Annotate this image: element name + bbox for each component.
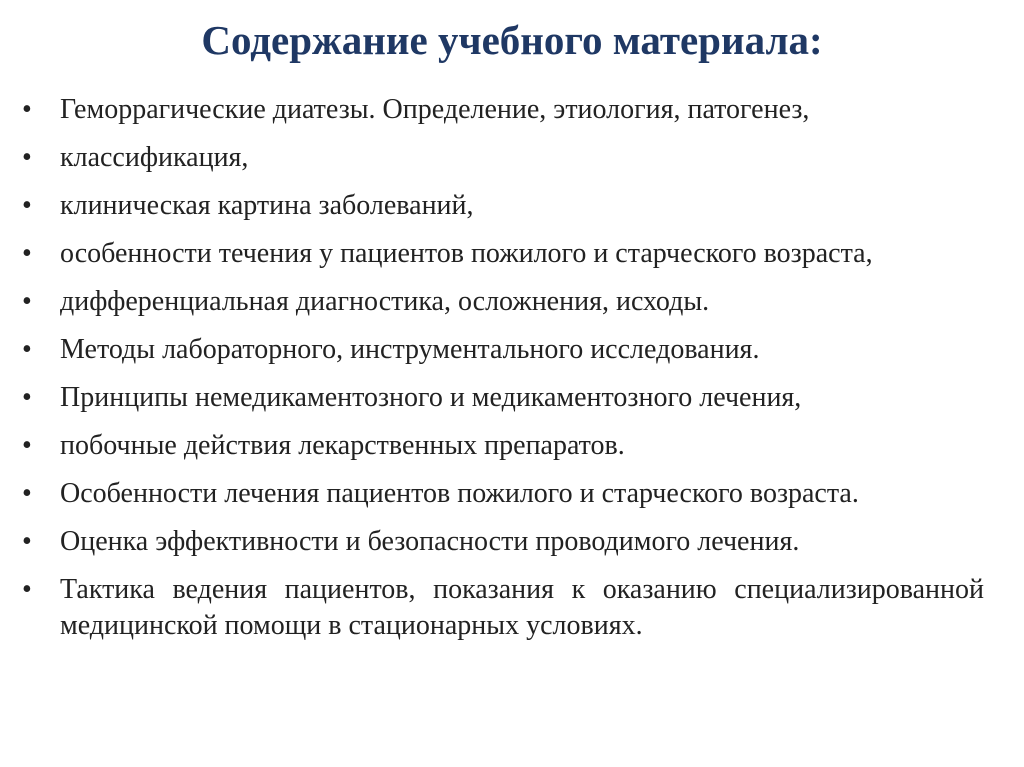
bullet-icon: • xyxy=(22,334,32,365)
list-item xyxy=(22,188,984,224)
bullet-icon: • xyxy=(22,430,32,461)
list-item xyxy=(22,380,984,416)
list-item xyxy=(22,284,984,320)
bullet-icon: • xyxy=(22,286,32,317)
list-item xyxy=(22,140,984,176)
bullet-icon: • xyxy=(22,574,32,605)
list-item xyxy=(22,92,984,128)
bullet-icon: • xyxy=(22,94,32,125)
bullet-icon: • xyxy=(22,382,32,413)
list-item-text: Тактика ведения пациентов, показания к оказанию специализированной медицинской помощи в стационарных условиях. xyxy=(60,574,984,641)
content-list xyxy=(22,92,984,656)
list-item-text: дифференциальная диагностика, осложнения, исходы. xyxy=(60,286,710,317)
list-item xyxy=(22,332,984,368)
list-item xyxy=(22,428,984,464)
list-item-text: клиническая картина заболеваний, xyxy=(60,190,474,221)
bullet-icon: • xyxy=(22,526,32,557)
list-item-text: Методы лабораторного, инструментального исследования. xyxy=(60,334,760,365)
bullet-icon: • xyxy=(22,142,32,173)
list-item-text: Оценка эффективности и безопасности проводимого лечения. xyxy=(60,526,800,557)
list-item-text: Принципы немедикаментозного и медикаментозного лечения, xyxy=(60,382,802,413)
list-item-text: Особенности лечения пациентов пожилого и старческого возраста. xyxy=(60,478,859,509)
slide-title: Содержание учебного материала: xyxy=(201,17,823,63)
list-item-text: особенности течения у пациентов пожилого и старческого возраста, xyxy=(60,238,873,269)
list-item xyxy=(22,524,984,560)
list-item xyxy=(22,572,984,644)
list-item-text: побочные действия лекарственных препаратов. xyxy=(60,430,625,461)
bullet-icon: • xyxy=(22,478,32,509)
list-item xyxy=(22,476,984,512)
list-item-text: классификация, xyxy=(60,142,249,173)
bullet-icon: • xyxy=(22,238,32,269)
bullet-icon: • xyxy=(22,190,32,221)
list-item xyxy=(22,236,984,272)
list-item-text: Геморрагические диатезы. Определение, этиология, патогенез, xyxy=(60,94,810,125)
